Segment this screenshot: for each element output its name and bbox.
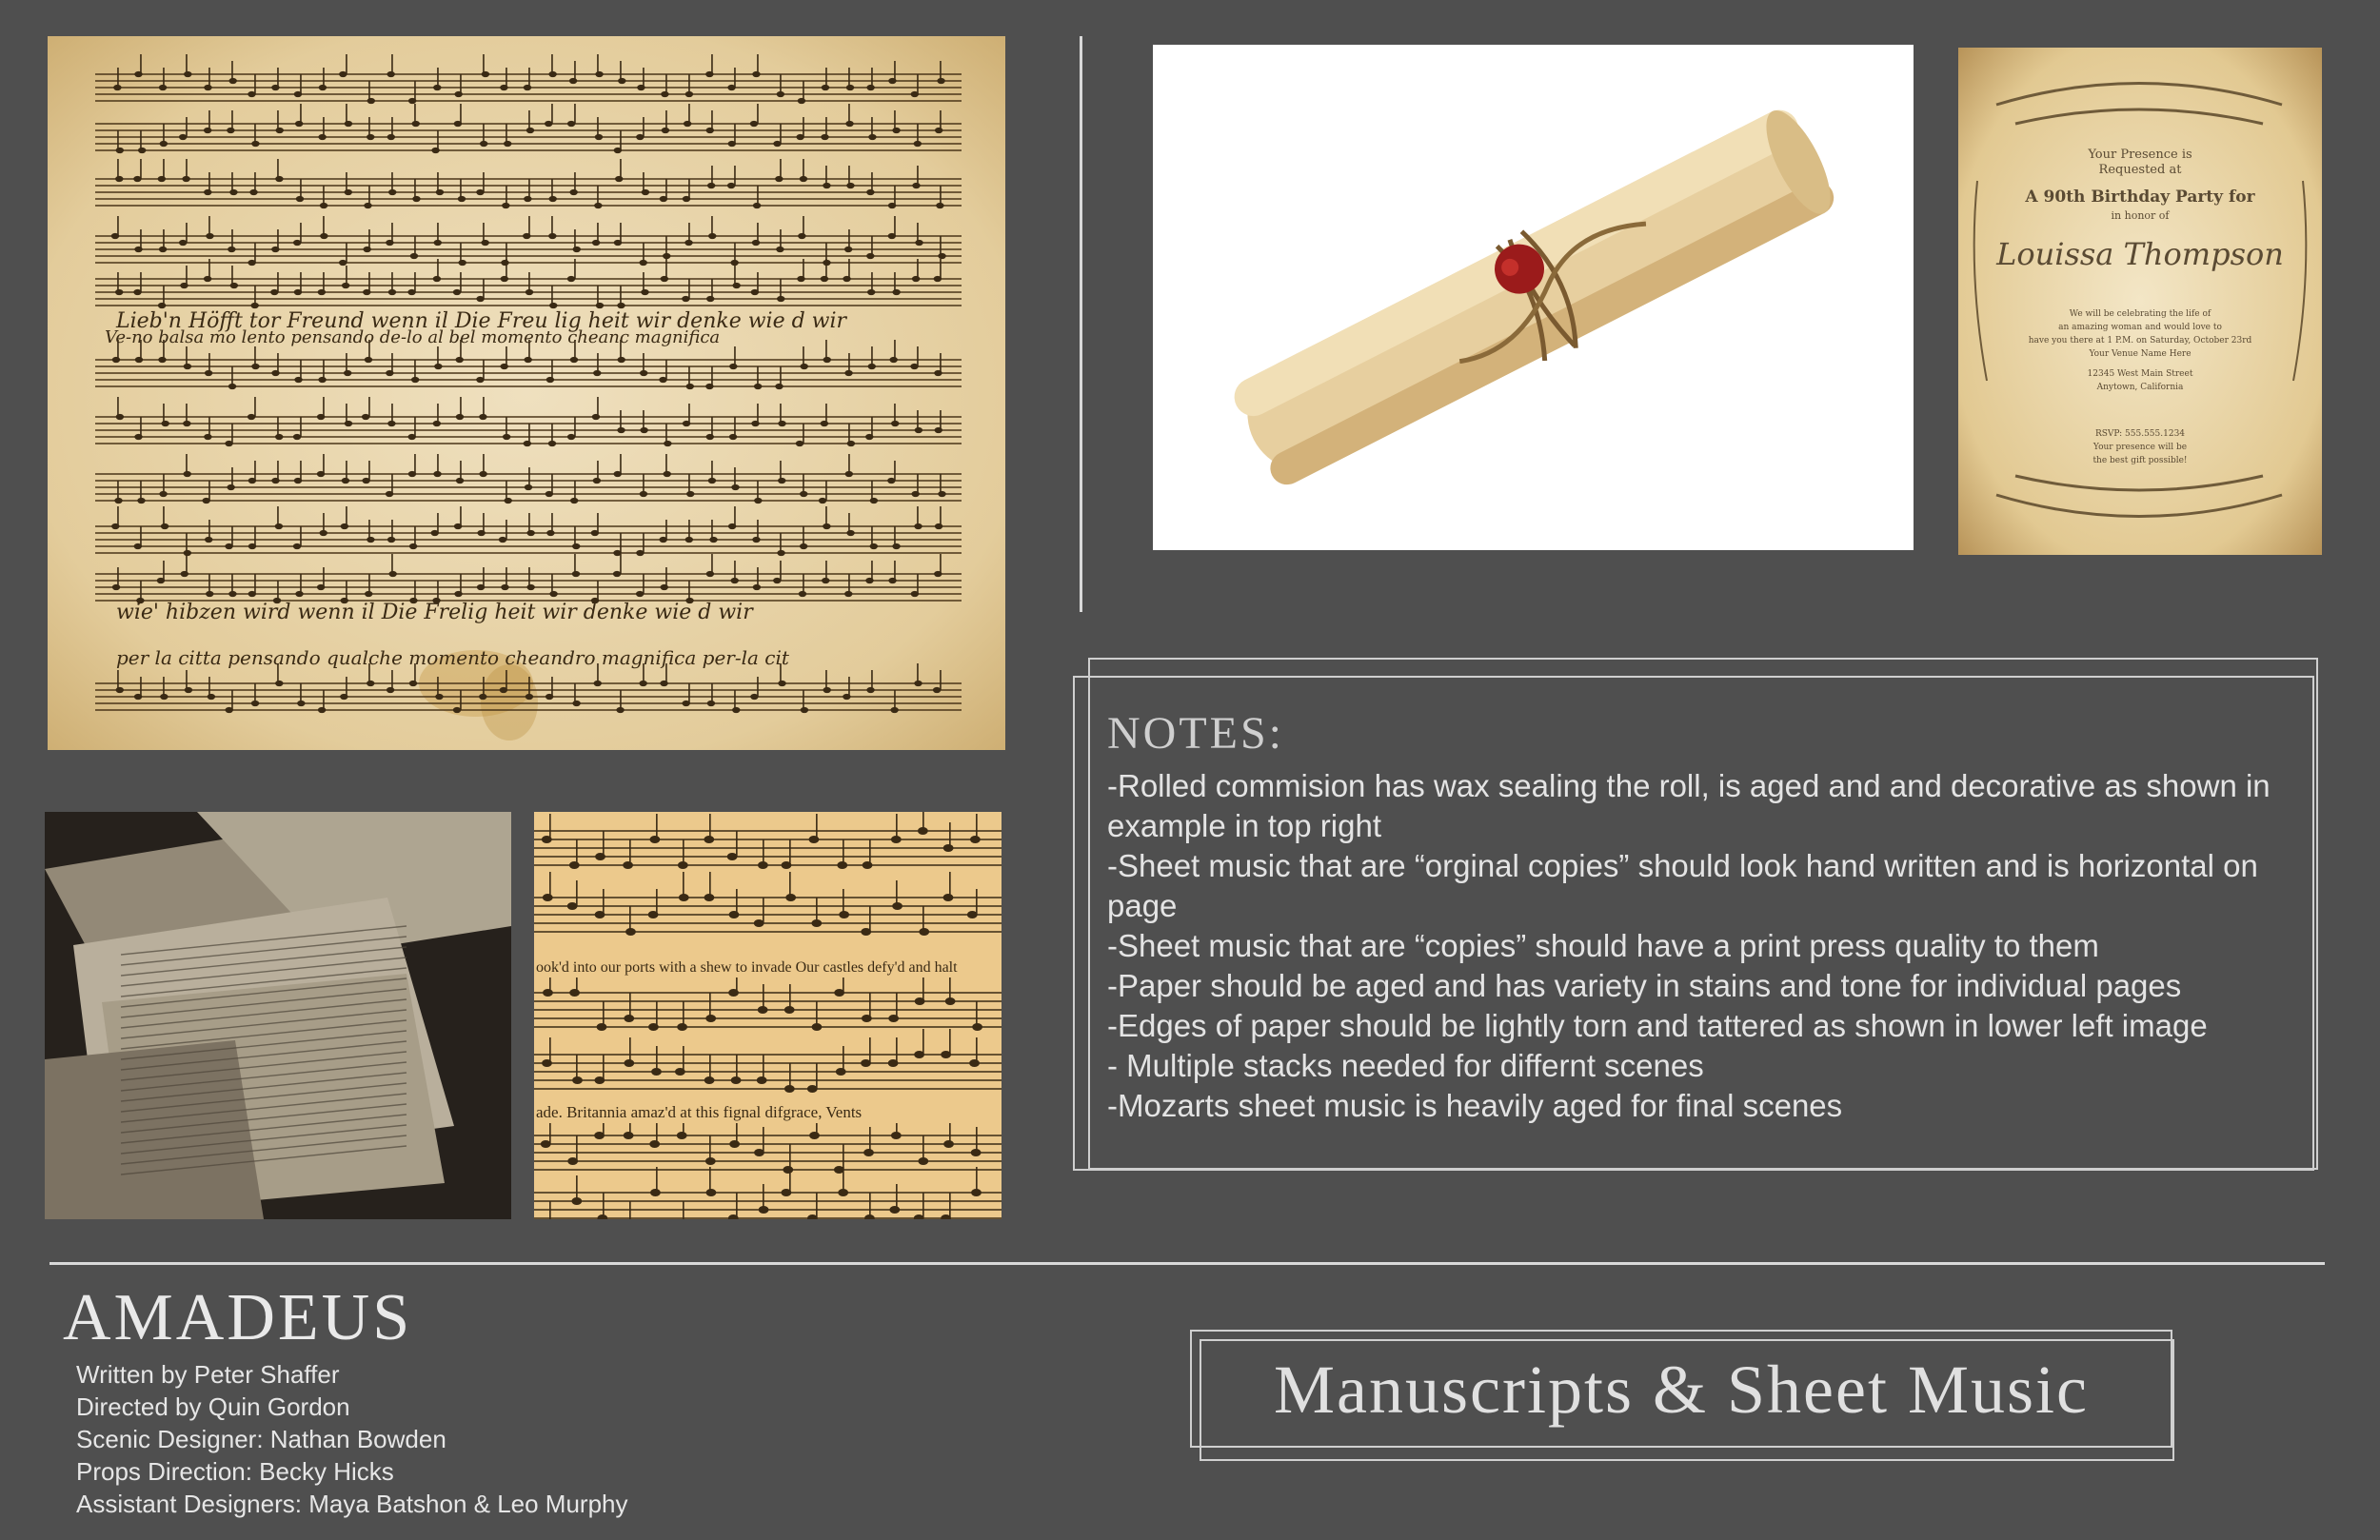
show-title: AMADEUS	[63, 1281, 413, 1354]
manuscript-image	[48, 36, 1005, 750]
notes-heading: NOTES:	[1107, 708, 1284, 759]
note-line: example in top right	[1107, 808, 1381, 843]
manuscript-lyric-1: Lieb'n Höfft tor Freund wenn il Die Freu lig heit wir denke wie d wir	[116, 309, 847, 333]
invitation-body-1: We will be celebrating the life of	[2069, 309, 2211, 319]
notes-panel	[1107, 707, 2297, 1126]
invitation-body-5: 12345 West Main Street	[2087, 369, 2193, 379]
note-line: -Rolled commision has wax sealing the roll, is aged and and decorative as shown in	[1107, 768, 2271, 803]
invitation-line-3: A 90th Birthday Party for	[2025, 188, 2255, 207]
vertical-divider	[1080, 36, 1082, 612]
manuscript-lyric-2: Ve-no balsa mo lento pensando de-lo al bel momento cheanc magnifica	[105, 327, 721, 347]
invitation-line-1: Your Presence is	[2088, 148, 2192, 162]
invitation-name: Louissa Thompson	[1996, 236, 2284, 272]
printed-lyric-2: ade. Britannia amaz'd at this fignal difgrace, Vents	[536, 1103, 863, 1121]
manuscript-lyric-4: per la citta pensando qualche momento cheandro magnifica per-la cit	[116, 646, 789, 669]
footer-divider	[50, 1262, 2325, 1265]
note-line: page	[1107, 888, 1178, 923]
credit-assistant-designers: Assistant Designers: Maya Batshon & Leo Murphy	[76, 1490, 628, 1518]
note-line: -Sheet music that are “copies” should have a print press quality to them	[1107, 928, 2099, 963]
invitation-line-2: Requested at	[2098, 163, 2182, 177]
note-line: -Sheet music that are “orginal copies” should look hand written and is horizontal on	[1107, 848, 2258, 883]
paper-stack-image	[45, 812, 511, 1219]
note-line: -Paper should be aged and has variety in stains and tone for individual pages	[1107, 968, 2182, 1003]
invitation-body-2: an amazing woman and would love to	[2058, 323, 2222, 332]
invitation-image	[1958, 48, 2322, 555]
note-line: -Edges of paper should be lightly torn and tattered as shown in lower left image	[1107, 1008, 2208, 1043]
invitation-body-3: have you there at 1 P.M. on Saturday, October 23rd	[2028, 336, 2252, 346]
invitation-rsvp: RSVP: 555.555.1234	[2094, 429, 2186, 439]
credits-list	[76, 1358, 628, 1520]
invitation-body-4: Your Venue Name Here	[2089, 349, 2192, 359]
invitation-rsvp-note-2: the best gift possible!	[2092, 456, 2188, 465]
printed-music-image	[534, 812, 1002, 1219]
invitation-line-4: in honor of	[2111, 209, 2170, 222]
invitation-body-6: Anytown, California	[2096, 383, 2184, 392]
credit-writer: Written by Peter Shaffer	[76, 1360, 340, 1389]
note-line: -Mozarts sheet music is heavily aged for final scenes	[1107, 1088, 1843, 1123]
scroll-image	[1153, 45, 1914, 550]
invitation-rsvp-note-1: Your presence will be	[2092, 443, 2188, 452]
note-line: - Multiple stacks needed for differnt scenes	[1107, 1048, 1704, 1083]
credit-director: Directed by Quin Gordon	[76, 1392, 350, 1421]
credit-props-direction: Props Direction: Becky Hicks	[76, 1457, 394, 1486]
section-title: Manuscripts & Sheet Music	[1274, 1352, 2089, 1428]
credit-scenic-designer: Scenic Designer: Nathan Bowden	[76, 1425, 446, 1453]
manuscript-lyric-3: wie' hibzen wird wenn il Die Frelig heit wir denke wie d wir	[116, 601, 753, 624]
printed-lyric-1: ook'd into our ports with a shew to invade Our castles defy'd and halt	[536, 959, 958, 976]
